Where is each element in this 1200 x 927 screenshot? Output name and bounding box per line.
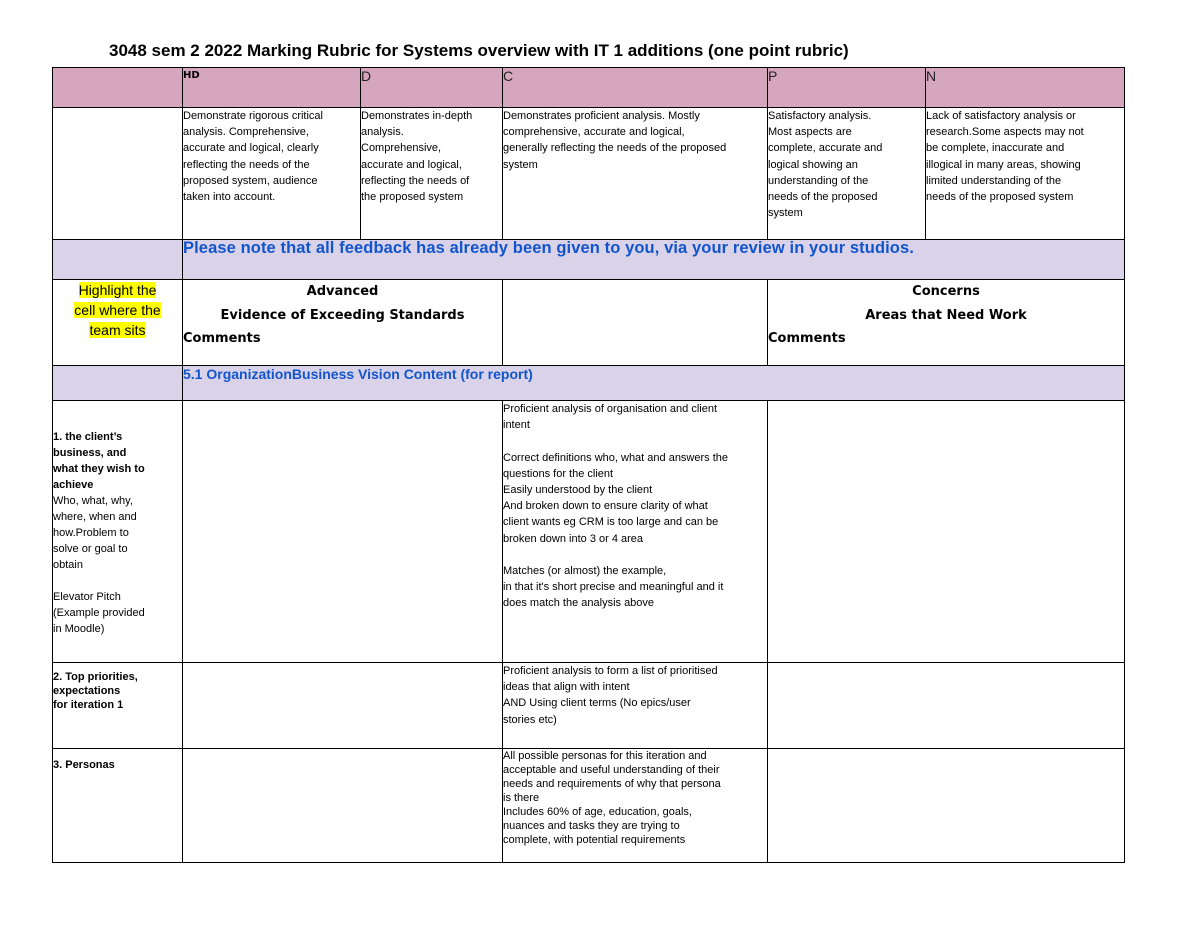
highlight-line-3: team sits (89, 322, 146, 338)
section-row-empty (53, 366, 183, 401)
advanced-title: Advanced (306, 284, 379, 299)
criterion-1-advanced-comment[interactable] (183, 401, 503, 663)
grade-d-description: Demonstrates in-depth analysis. Comprehensive, accurate and logical, reflecting the needs of the proposed system (361, 108, 503, 240)
grade-p-description: Satisfactory analysis. Most aspects are complete, accurate and logical showing an understanding of the needs of the proposed system (768, 108, 926, 240)
grade-hd-label: HD (183, 68, 361, 108)
section-row (53, 366, 1125, 401)
notice-row (53, 240, 1125, 280)
criterion-row-3 (53, 749, 1125, 863)
advanced-column-header (183, 280, 503, 366)
criterion-2-concerns-comment[interactable] (768, 663, 1125, 749)
grade-header-row (53, 68, 1125, 108)
proficient-column-header (503, 280, 768, 366)
criterion-2-heading: 2. Top priorities, expectations for iteration 1 (53, 671, 138, 711)
advanced-comments-label: Comments (183, 331, 261, 346)
highlight-instruction[interactable] (53, 280, 183, 366)
criterion-row-2 (53, 663, 1125, 749)
page-title: 3048 sem 2 2022 Marking Rubric for Systems overview with IT 1 additions (one point rubric) (109, 41, 849, 60)
concerns-title: Concerns (912, 284, 980, 299)
grade-c-description: Demonstrates proficient analysis. Mostly comprehensive, accurate and logical, generally reflecting the needs of the proposed system (503, 108, 768, 240)
criterion-2-proficient: Proficient analysis to form a list of prioritised ideas that align with intent AND Using client terms (No epics/user stories etc) (503, 663, 768, 749)
criterion-3-cell (53, 749, 183, 863)
criterion-2-cell (53, 663, 183, 749)
grade-d-label: D (361, 68, 503, 108)
grade-c-label: C (503, 68, 768, 108)
rubric-table (52, 67, 1125, 863)
criterion-1-cell (53, 401, 183, 663)
criterion-3-proficient: All possible personas for this iteration and acceptable and useful understanding of their needs and requirements of why that persona is there Includes 60% of age, education, goals, nuances and tasks they are trying to complete, with potential requirements (503, 749, 768, 863)
criterion-1-concerns-comment[interactable] (768, 401, 1125, 663)
criterion-row-1 (53, 401, 1125, 663)
grade-n-label: N (926, 68, 1125, 108)
criterion-2-advanced-comment[interactable] (183, 663, 503, 749)
grade-p-label: P (768, 68, 926, 108)
criterion-1-heading: 1. the client’s business, and what they wish to achieve (53, 430, 145, 491)
advanced-subtitle: Evidence of Exceeding Standards (220, 307, 465, 323)
highlight-line-2: cell where the (74, 302, 161, 318)
concerns-subtitle: Areas that Need Work (865, 307, 1027, 323)
section-title: 5.1 OrganizationBusiness Vision Content (for report) (183, 366, 1125, 401)
grade-header-empty (53, 68, 183, 108)
concerns-column-header (768, 280, 1125, 366)
criterion-1-proficient: Proficient analysis of organisation and client intent Correct definitions who, what and answers the questions for the client Easily understood by the client And broken down to ensure clarity of what client wants eg CRM is too large and can be broken down into 3 or 4 area Matches (or almost) the example, in that it's short precise and meaningful and it does match the analysis above (503, 401, 768, 663)
concerns-comments-label: Comments (768, 331, 846, 346)
criterion-3-advanced-comment[interactable] (183, 749, 503, 863)
comments-header-row (53, 280, 1125, 366)
feedback-notice: Please note that all feedback has already been given to you, via your review in your studios. (183, 240, 1125, 280)
highlight-line-1: Highlight the (78, 282, 157, 298)
grade-description-empty (53, 108, 183, 240)
notice-row-empty (53, 240, 183, 280)
criterion-1-detail: Who, what, why, where, when and how.Problem to solve or goal to obtain Elevator Pitch (Example provided in Moodle) (53, 494, 145, 635)
grade-n-description: Lack of satisfactory analysis or research.Some aspects may not be complete, inaccurate and illogical in many areas, showing limited understanding of the needs of the proposed system (926, 108, 1125, 240)
criterion-3-concerns-comment[interactable] (768, 749, 1125, 863)
criterion-3-heading: 3. Personas (53, 759, 115, 771)
grade-description-row (53, 108, 1125, 240)
grade-hd-description: Demonstrate rigorous critical analysis. Comprehensive, accurate and logical, clearly reflecting the needs of the proposed system, audience taken into account. (183, 108, 361, 240)
